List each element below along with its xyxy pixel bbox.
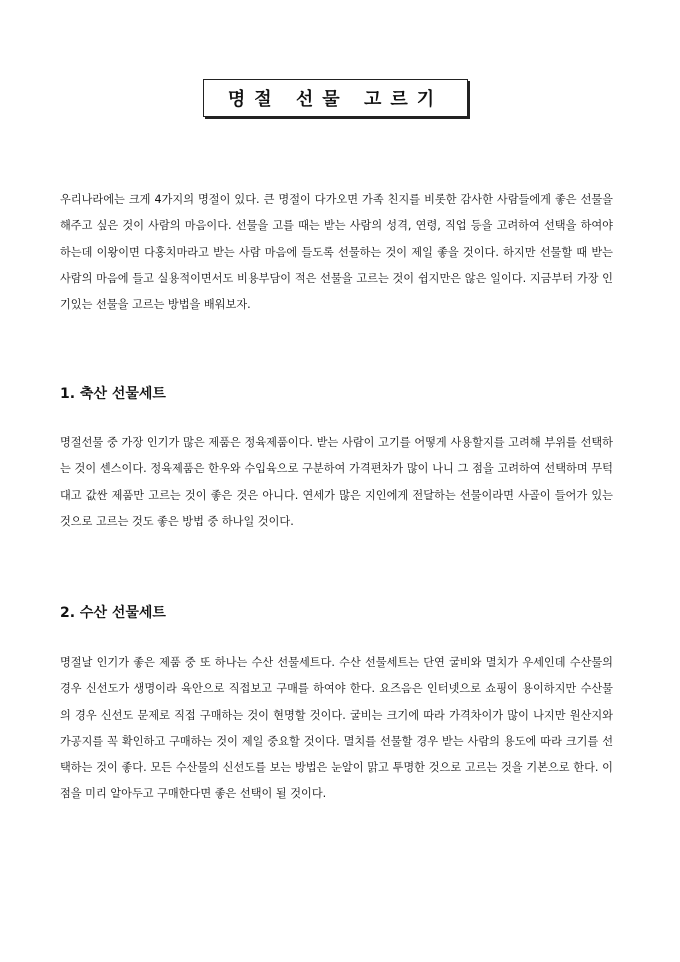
- section-heading-livestock: 1. 축산 선물세트: [60, 386, 166, 402]
- section-body-seafood: 명절날 인기가 좋은 제품 중 또 하나는 수산 선물세트다. 수산 선물세트는 단연 굴비와 멸치가 우세인데 수산물의 경우 신선도가 생명이라 육안으로 직접보고 구매를 하여야 한다. 요즈음은 인터넷으로 쇼핑이 용이하지만 수산물의 경우 신선도 문제로 직접 구매하는 것이 현명할 것이다. 굴비는 크기에 따라 가격차이가 많이 나지만 원산지와 가공지를 꼭 확인하고 구매하는 것이 제일 중요할 것이다. 멸치를 선물할 경우 받는 사람의 용도에 따라 크기를 선택하는 것이 좋다. 모든 수산물의 신선도를 보는 방법은 눈알이 맑고 투명한 것으로 고르는 것을 기본으로 한다. 이점을 미리 알아두고 구매한다면 좋은 선택이 될 것이다.: [60, 656, 613, 801]
- title-box: [203, 79, 468, 117]
- section-heading-seafood: 2. 수산 선물세트: [60, 605, 166, 621]
- intro-paragraph: 우리나라에는 크게 4가지의 명절이 있다. 큰 명절이 다가오면 가족 친지를 비롯한 감사한 사람들에게 좋은 선물을 해주고 싶은 것이 사람의 마음이다. 선물을 고를 때는 받는 사람의 성격, 연령, 직업 등을 고려하여 선택을 하여야 하는데 이왕이면 다홍치마라고 받는 사람 마음에 들도록 선물하는 것이 제일 좋을 것이다. 하지만 선물할 때 받는 사람의 마음에 들고 실용적이면서도 비용부담이 적은 선물을 고르는 것이 쉽지만은 않은 일이다. 지금부터 가장 인기있는 선물을 고르는 방법을 배워보자.: [60, 193, 613, 312]
- section-body-livestock: 명절선물 중 가장 인기가 많은 제품은 정육제품이다. 받는 사람이 고기를 어떻게 사용할지를 고려해 부위를 선택하는 것이 센스이다. 정육제품은 한우와 수입육으로 구분하여 가격편차가 많이 나니 그 점을 고려하여 선택하며 무턱대고 값싼 제품만 고르는 것이 좋은 것은 아니다. 연세가 많은 지인에게 전달하는 선물이라면 사골이 들어가 있는 것으로 고르는 것도 좋은 방법 중 하나일 것이다.: [60, 436, 613, 528]
- document-title: 명절 선물 고르기: [227, 89, 444, 110]
